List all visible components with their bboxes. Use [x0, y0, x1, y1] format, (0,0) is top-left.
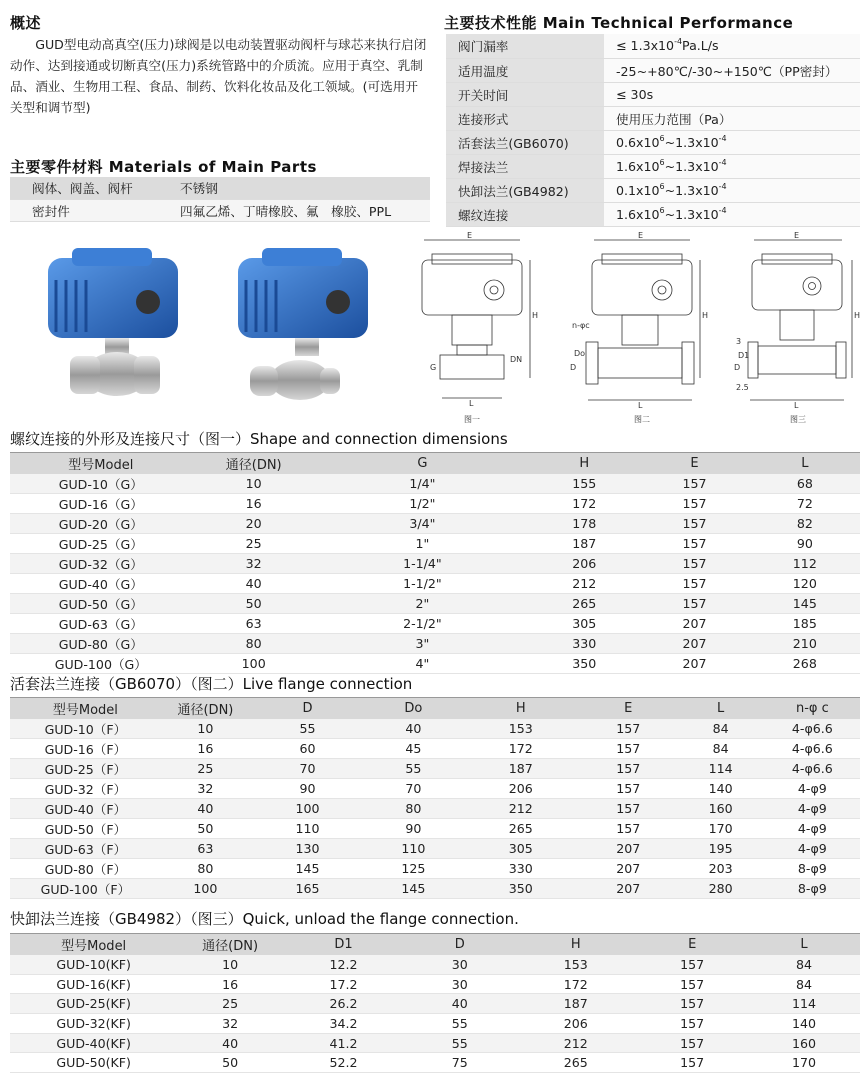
- table-cell: GUD-100（F）: [10, 878, 161, 898]
- table-row: [10, 818, 860, 838]
- column-header: 型号Model: [10, 453, 192, 474]
- table-row: [10, 955, 860, 975]
- table-cell: GUD-50（G）: [10, 593, 192, 613]
- table-cell: 84: [677, 719, 765, 739]
- table-header-row: [10, 934, 860, 955]
- svg-text:G: G: [430, 363, 437, 372]
- table-cell: 16: [161, 738, 250, 758]
- table-cell: 153: [515, 955, 636, 975]
- column-header: G: [316, 453, 529, 474]
- table-cell: 157: [639, 553, 749, 573]
- table-row: [10, 533, 860, 553]
- table-cell: 1-1/4": [316, 553, 529, 573]
- svg-text:E: E: [467, 231, 473, 240]
- table-cell: 40: [192, 573, 316, 593]
- table-cell: 55: [404, 1033, 515, 1053]
- table-cell: GUD-63（F）: [10, 838, 161, 858]
- table-cell: 30: [404, 955, 515, 975]
- svg-text:D: D: [570, 363, 577, 372]
- table-cell: 90: [365, 818, 462, 838]
- table-cell: GUD-63（G）: [10, 613, 192, 633]
- table-cell: 4-φ6.6: [765, 758, 860, 778]
- table-cell: 4-φ6.6: [765, 719, 860, 739]
- table-row: 适用温度 -25~+80℃/-30~+150℃（PP密封）: [446, 58, 860, 82]
- table-cell: GUD-16(KF): [10, 974, 177, 994]
- drawing-fig3: [734, 231, 860, 424]
- table-cell: 10: [192, 474, 316, 494]
- table-cell: 145: [750, 593, 860, 613]
- table-cell: 10: [177, 955, 283, 975]
- table-cell: 82: [750, 513, 860, 533]
- materials-title: 主要零件材料 Materials of Main Parts: [10, 158, 317, 176]
- column-header: L: [677, 698, 765, 719]
- table-cell: GUD-10（G）: [10, 474, 192, 494]
- column-header: 型号Model: [10, 934, 177, 955]
- valve-photo-clamp: [238, 248, 368, 400]
- table-row: 活套法兰(GB6070) $0.6x10^6\sim 1.3x10^{-4}$: [446, 130, 860, 154]
- column-header: H: [529, 453, 639, 474]
- performance-title: 主要技术性能 Main Technical Performance: [444, 14, 794, 32]
- table-row: [10, 1053, 860, 1073]
- table-row: 密封件 四氟乙烯、丁晴橡胶、氟 橡胶、PPL: [10, 199, 430, 221]
- table-cell: 12.2: [283, 955, 404, 975]
- table-cell: 187: [529, 533, 639, 553]
- table-cell: 80: [161, 858, 250, 878]
- table-cell: GUD-100（G）: [10, 653, 192, 673]
- svg-text:L: L: [794, 401, 799, 410]
- table-cell: 112: [750, 553, 860, 573]
- table-cell: 172: [529, 493, 639, 513]
- table-row: 连接形式 使用压力范围（Pa）: [446, 106, 860, 130]
- table-cell: 70: [365, 778, 462, 798]
- table-row: 开关时间 ≤ 30s: [446, 82, 860, 106]
- table-header-row: [10, 698, 860, 719]
- table-cell: 212: [515, 1033, 636, 1053]
- table-cell: 55: [365, 758, 462, 778]
- table-cell: 80: [192, 633, 316, 653]
- table-cell: 10: [161, 719, 250, 739]
- table-cell: 40: [161, 798, 250, 818]
- svg-text:H: H: [854, 311, 861, 320]
- svg-text:H: H: [702, 311, 709, 320]
- table-cell: 140: [748, 1014, 860, 1034]
- table-cell: 40: [177, 1033, 283, 1053]
- table-cell: 32: [177, 1014, 283, 1034]
- table-cell: 212: [529, 573, 639, 593]
- table-cell: 187: [515, 994, 636, 1014]
- column-header: L: [750, 453, 860, 474]
- svg-text:3: 3: [736, 337, 742, 346]
- performance-table: [446, 34, 860, 227]
- table-cell: 63: [192, 613, 316, 633]
- table-cell: 32: [192, 553, 316, 573]
- table-cell: 265: [529, 593, 639, 613]
- table-row: [10, 653, 860, 673]
- table-row: [10, 573, 860, 593]
- column-header: D: [404, 934, 515, 955]
- table-row: 焊接法兰 $1.6x10^6\sim 1.3x10^{-4}$: [446, 154, 860, 178]
- table-cell: 157: [639, 474, 749, 494]
- table-cell: GUD-16（G）: [10, 493, 192, 513]
- table-row: [10, 474, 860, 494]
- table-cell: 50: [192, 593, 316, 613]
- column-header: 通径(DN): [192, 453, 316, 474]
- table-cell: GUD-20（G）: [10, 513, 192, 533]
- column-header: L: [748, 934, 860, 955]
- table-cell: 207: [639, 613, 749, 633]
- table-cell: 100: [192, 653, 316, 673]
- table-row: [10, 738, 860, 758]
- table-cell: 350: [529, 653, 639, 673]
- table-cell: 140: [677, 778, 765, 798]
- table-cell: 17.2: [283, 974, 404, 994]
- table-cell: GUD-40（F）: [10, 798, 161, 818]
- table-cell: 110: [250, 818, 365, 838]
- table-cell: 25: [177, 994, 283, 1014]
- table-cell: 145: [250, 858, 365, 878]
- table-cell: 268: [750, 653, 860, 673]
- table-cell: 16: [177, 974, 283, 994]
- table-cell: 63: [161, 838, 250, 858]
- table-row: [10, 513, 860, 533]
- fig1-label: 图一: [464, 415, 480, 424]
- table-cell: 52.2: [283, 1053, 404, 1073]
- column-header: D: [250, 698, 365, 719]
- table-cell: 40: [365, 719, 462, 739]
- table-cell: 70: [250, 758, 365, 778]
- table-cell: 157: [639, 593, 749, 613]
- table-cell: 157: [639, 493, 749, 513]
- table-cell: 125: [365, 858, 462, 878]
- table-cell: 157: [636, 974, 748, 994]
- table-cell: GUD-32（F）: [10, 778, 161, 798]
- table-cell: 172: [515, 974, 636, 994]
- table-cell: 157: [639, 513, 749, 533]
- table-cell: GUD-25(KF): [10, 994, 177, 1014]
- table-cell: 1/2": [316, 493, 529, 513]
- table-cell: GUD-25（F）: [10, 758, 161, 778]
- table-cell: 155: [529, 474, 639, 494]
- table-cell: 4-φ9: [765, 778, 860, 798]
- table-cell: 72: [750, 493, 860, 513]
- svg-text:Do: Do: [574, 349, 586, 358]
- svg-text:E: E: [638, 231, 644, 240]
- table-cell: 25: [161, 758, 250, 778]
- table2-title: 活套法兰连接（GB6070）（图二）Live flange connection: [10, 675, 413, 693]
- table-cell: GUD-50(KF): [10, 1053, 177, 1073]
- table-cell: 212: [462, 798, 580, 818]
- table-cell: 55: [250, 719, 365, 739]
- table-cell: 157: [636, 1033, 748, 1053]
- table-cell: 170: [677, 818, 765, 838]
- table-cell: 110: [365, 838, 462, 858]
- svg-text:2.5: 2.5: [736, 383, 749, 392]
- svg-text:H: H: [532, 311, 539, 320]
- table-row: 螺纹连接 $1.6x10^6\sim 1.3x10^{-4}$: [446, 202, 860, 226]
- table-cell: 114: [748, 994, 860, 1014]
- table-cell: 8-φ9: [765, 878, 860, 898]
- table-cell: 45: [365, 738, 462, 758]
- table-cell: GUD-10（F）: [10, 719, 161, 739]
- table-cell: 185: [750, 613, 860, 633]
- table-cell: 330: [462, 858, 580, 878]
- table-cell: GUD-80（G）: [10, 633, 192, 653]
- table-cell: 160: [677, 798, 765, 818]
- table-cell: 60: [250, 738, 365, 758]
- svg-text:D: D: [734, 363, 741, 372]
- table-cell: 80: [365, 798, 462, 818]
- table-cell: GUD-40(KF): [10, 1033, 177, 1053]
- table-cell: 30: [404, 974, 515, 994]
- table-cell: 207: [639, 633, 749, 653]
- table-cell: 8-φ9: [765, 858, 860, 878]
- table-cell: 84: [748, 974, 860, 994]
- table-cell: GUD-10(KF): [10, 955, 177, 975]
- table-cell: 4-φ9: [765, 838, 860, 858]
- table-cell: 207: [639, 653, 749, 673]
- table-cell: 153: [462, 719, 580, 739]
- overview-text: GUD型电动高真空(压力)球阀是以电动装置驱动阀杆与球芯来执行启闭动作、达到接通或切断真空(压力)系统管路中的介质流。应用于真空、乳制品、酒业、生物用工程、食品、制药、饮料化妆品及化工领域。(可选用开关型和调节型): [10, 37, 427, 115]
- fig3-label: 图三: [790, 415, 806, 424]
- table-cell: 160: [748, 1033, 860, 1053]
- table-cell: 157: [580, 719, 677, 739]
- table-cell: 157: [580, 778, 677, 798]
- table-cell: 100: [250, 798, 365, 818]
- table-row: [10, 878, 860, 898]
- svg-text:D1: D1: [738, 351, 750, 360]
- table-cell: 187: [462, 758, 580, 778]
- table-cell: 157: [636, 1014, 748, 1034]
- table-cell: 330: [529, 633, 639, 653]
- table-cell: 207: [580, 858, 677, 878]
- table-cell: 203: [677, 858, 765, 878]
- valve-photos: [30, 240, 410, 420]
- table-row: [10, 838, 860, 858]
- table-cell: 90: [250, 778, 365, 798]
- table-cell: 195: [677, 838, 765, 858]
- table-row: [10, 593, 860, 613]
- table-cell: 157: [580, 818, 677, 838]
- table-row: [10, 493, 860, 513]
- table-cell: 157: [580, 738, 677, 758]
- table-cell: 1/4": [316, 474, 529, 494]
- valve-photo-flanged: [48, 248, 178, 396]
- table-cell: 20: [192, 513, 316, 533]
- table-cell: 157: [636, 994, 748, 1014]
- table-cell: 50: [161, 818, 250, 838]
- column-header: E: [580, 698, 677, 719]
- table-cell: 157: [636, 955, 748, 975]
- table-row: [10, 994, 860, 1014]
- table-cell: 280: [677, 878, 765, 898]
- table-cell: 207: [580, 838, 677, 858]
- column-header: 通径(DN): [177, 934, 283, 955]
- table-cell: 3/4": [316, 513, 529, 533]
- table-cell: 265: [515, 1053, 636, 1073]
- table-row: [10, 719, 860, 739]
- table-cell: 32: [161, 778, 250, 798]
- table-cell: 2-1/2": [316, 613, 529, 633]
- table-cell: 40: [404, 994, 515, 1014]
- table-cell: 172: [462, 738, 580, 758]
- table-row: 阀体、阀盖、阀杆 不锈钢: [10, 177, 430, 199]
- column-header: D1: [283, 934, 404, 955]
- table-cell: 84: [748, 955, 860, 975]
- overview-title: 概述: [10, 14, 42, 32]
- table-cell: GUD-80（F）: [10, 858, 161, 878]
- svg-text:DN: DN: [510, 355, 523, 364]
- table-cell: 1": [316, 533, 529, 553]
- table-cell: 25: [192, 533, 316, 553]
- table-cell: 157: [639, 533, 749, 553]
- table-row: [10, 633, 860, 653]
- column-header: n-φ c: [765, 698, 860, 719]
- table-cell: 50: [177, 1053, 283, 1073]
- table-cell: 130: [250, 838, 365, 858]
- materials-table: [10, 177, 430, 222]
- table-cell: 34.2: [283, 1014, 404, 1034]
- table-cell: 145: [365, 878, 462, 898]
- table2: [10, 697, 860, 899]
- table-cell: GUD-16（F）: [10, 738, 161, 758]
- table-cell: 84: [677, 738, 765, 758]
- technical-drawings: [412, 228, 864, 428]
- table-cell: 350: [462, 878, 580, 898]
- column-header: H: [462, 698, 580, 719]
- table-row: [10, 758, 860, 778]
- table-cell: 207: [580, 878, 677, 898]
- table-cell: 305: [462, 838, 580, 858]
- column-header: H: [515, 934, 636, 955]
- table-cell: 4-φ6.6: [765, 738, 860, 758]
- table-cell: 16: [192, 493, 316, 513]
- table-cell: 170: [748, 1053, 860, 1073]
- table-cell: GUD-32（G）: [10, 553, 192, 573]
- table-cell: GUD-32(KF): [10, 1014, 177, 1034]
- fig2-label: 图二: [634, 415, 650, 424]
- table-cell: 206: [515, 1014, 636, 1034]
- table-cell: GUD-25（G）: [10, 533, 192, 553]
- table1: [10, 452, 860, 674]
- column-header: 型号Model: [10, 698, 161, 719]
- table-row: [10, 1033, 860, 1053]
- table-cell: 4-φ9: [765, 818, 860, 838]
- table-cell: 157: [580, 798, 677, 818]
- table-cell: 4": [316, 653, 529, 673]
- table-cell: GUD-50（F）: [10, 818, 161, 838]
- table-cell: 157: [636, 1053, 748, 1073]
- svg-text:n-φc: n-φc: [572, 321, 590, 330]
- table-cell: 3": [316, 633, 529, 653]
- table1-title: 螺纹连接的外形及连接尺寸（图一）Shape and connection dimensions: [10, 430, 508, 448]
- table-cell: 1-1/2": [316, 573, 529, 593]
- table-cell: 26.2: [283, 994, 404, 1014]
- svg-text:L: L: [469, 399, 474, 408]
- table-cell: 178: [529, 513, 639, 533]
- table-cell: 305: [529, 613, 639, 633]
- table3: [10, 933, 860, 1073]
- table-cell: 210: [750, 633, 860, 653]
- table-cell: 206: [462, 778, 580, 798]
- drawing-fig1: [422, 231, 538, 424]
- table-row: [10, 974, 860, 994]
- table-cell: 90: [750, 533, 860, 553]
- table-cell: 114: [677, 758, 765, 778]
- table-row: 阀门漏率 ≤ $1.3x10^{-4}Pa.L/s$: [446, 34, 860, 58]
- table-cell: 41.2: [283, 1033, 404, 1053]
- table-cell: 157: [580, 758, 677, 778]
- table-row: [10, 1014, 860, 1034]
- column-header: Do: [365, 698, 462, 719]
- drawing-fig2: [570, 231, 708, 424]
- column-header: 通径(DN): [161, 698, 250, 719]
- table-row: [10, 553, 860, 573]
- table-cell: 68: [750, 474, 860, 494]
- table-row: [10, 613, 860, 633]
- table-cell: 120: [750, 573, 860, 593]
- table-cell: 157: [639, 573, 749, 593]
- table-cell: 165: [250, 878, 365, 898]
- table-cell: 265: [462, 818, 580, 838]
- table-cell: 2": [316, 593, 529, 613]
- table-row: [10, 798, 860, 818]
- table-cell: GUD-40（G）: [10, 573, 192, 593]
- table-header-row: [10, 453, 860, 474]
- table3-title: 快卸法兰连接（GB4982）（图三）Quick, unload the flange connection.: [10, 910, 519, 928]
- column-header: E: [636, 934, 748, 955]
- column-header: E: [639, 453, 749, 474]
- table-cell: 75: [404, 1053, 515, 1073]
- table-cell: 55: [404, 1014, 515, 1034]
- table-row: 快卸法兰(GB4982) $0.1x10^6\sim 1.3x10^{-4}$: [446, 178, 860, 202]
- table-cell: 206: [529, 553, 639, 573]
- table-row: [10, 858, 860, 878]
- table-cell: 100: [161, 878, 250, 898]
- table-cell: 4-φ9: [765, 798, 860, 818]
- table-row: [10, 778, 860, 798]
- svg-text:E: E: [794, 231, 800, 240]
- svg-text:L: L: [638, 401, 643, 410]
